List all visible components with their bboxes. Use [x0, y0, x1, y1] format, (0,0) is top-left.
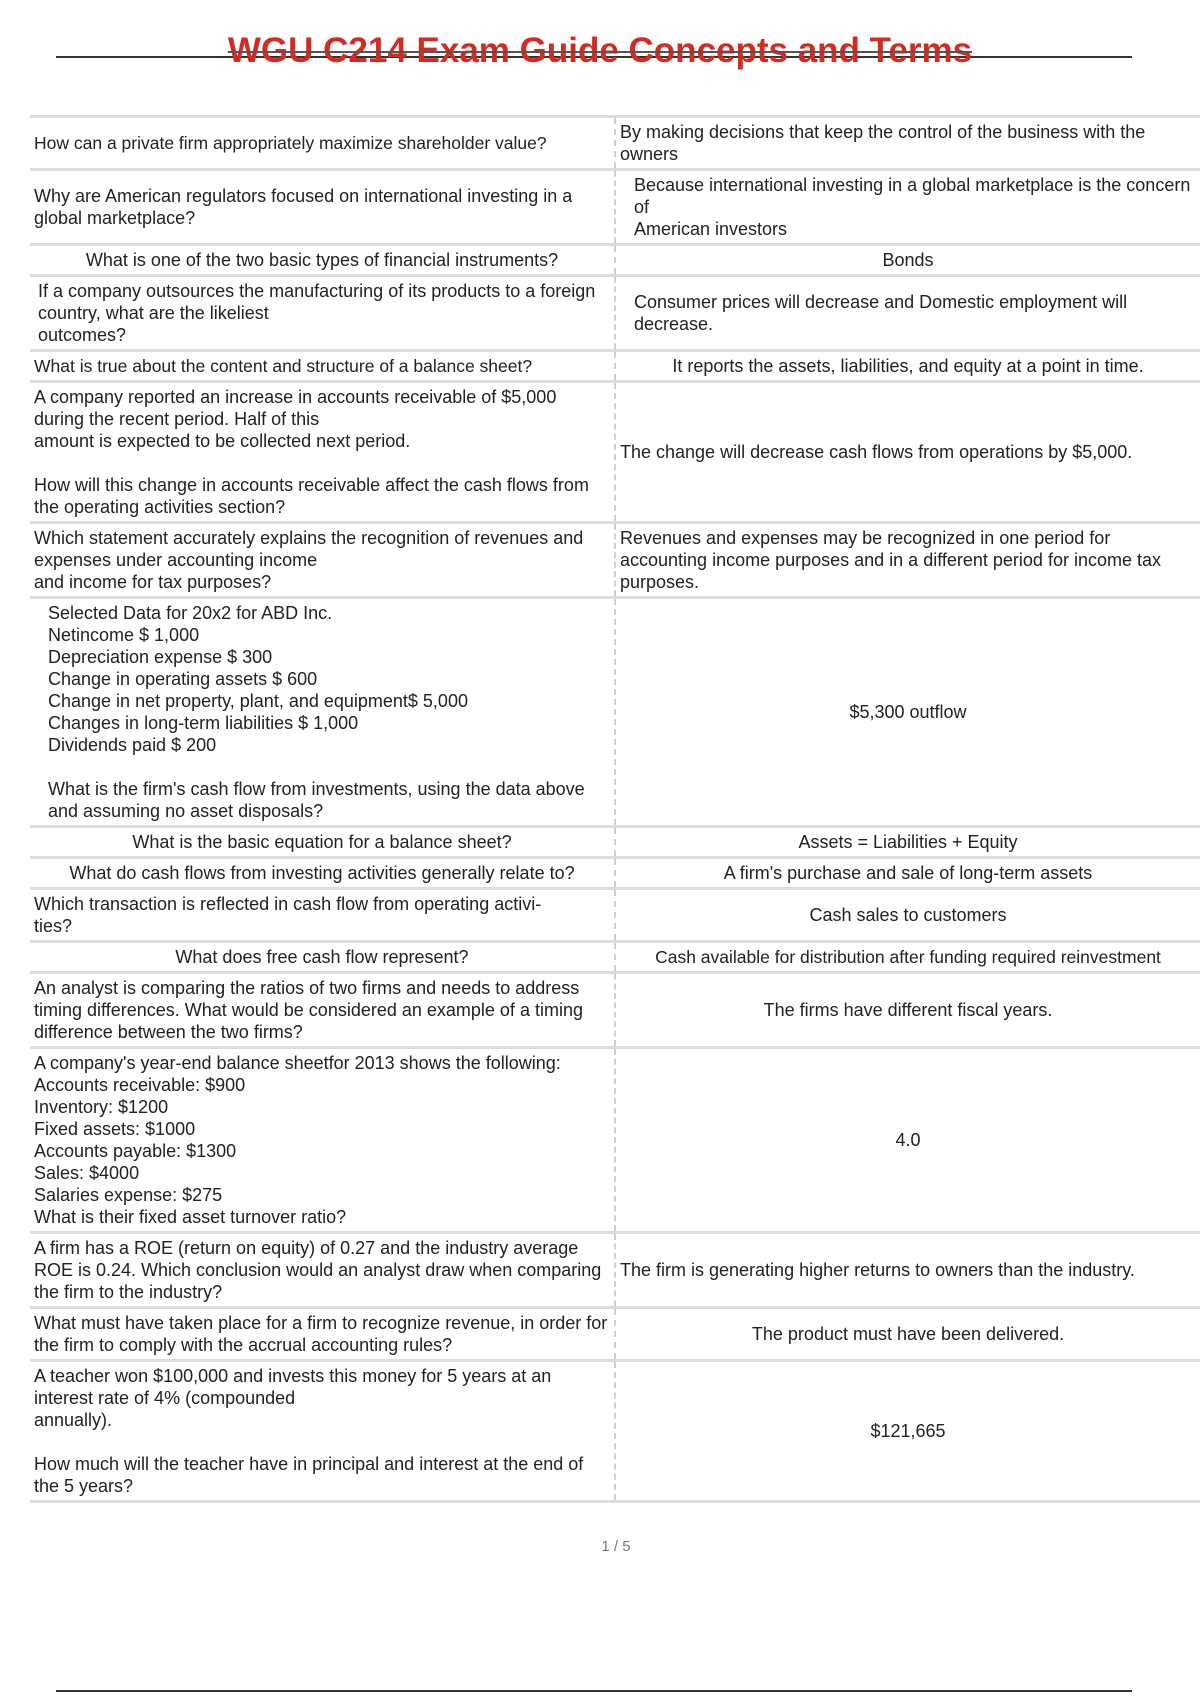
answer: The firm is generating higher returns to owners than the industry.: [615, 1233, 1200, 1308]
table-row: [30, 1048, 1200, 1233]
table-row: [30, 1308, 1200, 1361]
question: A company reported an increase in accounts receivable of $5,000 during the recent period. Half of this amount is expected to be collected next period. How will this change in accounts receivable affect the cash flows from the operating activities section?: [30, 382, 615, 523]
answer: Cash sales to customers: [615, 889, 1200, 942]
table-row: [30, 598, 1200, 827]
question: Which statement accurately explains the recognition of revenues and expenses under accounting income and income for tax purposes?: [30, 523, 615, 598]
answer: $5,300 outflow: [615, 598, 1200, 827]
table-row: [30, 170, 1200, 245]
answer: Cash available for distribution after funding required reinvestment: [615, 942, 1200, 973]
answer: Because international investing in a global marketplace is the concern of American investors: [615, 170, 1200, 245]
table-row: [30, 276, 1200, 351]
answer: Revenues and expenses may be recognized in one period for accounting income purposes and in a different period for income tax purposes.: [615, 523, 1200, 598]
answer: Assets = Liabilities + Equity: [615, 827, 1200, 858]
question: What must have taken place for a firm to recognize revenue, in order for the firm to comply with the accrual accounting rules?: [30, 1308, 615, 1361]
page-indicator: 1 / 5: [601, 1538, 631, 1555]
table-row: [30, 117, 1200, 170]
table-row: [30, 889, 1200, 942]
question: An analyst is comparing the ratios of two firms and needs to address timing differences. What would be considered an example of a timing difference between the two firms?: [30, 973, 615, 1048]
question: What is the basic equation for a balance sheet?: [30, 827, 615, 858]
table-row: [30, 858, 1200, 889]
question: A teacher won $100,000 and invests this money for 5 years at an interest rate of 4% (compounded annually). How much will the teacher have in principal and interest at the end of the 5 years?: [30, 1361, 615, 1502]
answer: The product must have been delivered.: [615, 1308, 1200, 1361]
table-row: [30, 245, 1200, 276]
table-row: [30, 382, 1200, 523]
answer: It reports the assets, liabilities, and equity at a point in time.: [615, 351, 1200, 382]
question: What is true about the content and structure of a balance sheet?: [30, 351, 615, 382]
answer: Bonds: [615, 245, 1200, 276]
qa-table: [30, 115, 1200, 1503]
question: If a company outsources the manufacturing of its products to a foreign country, what are the likeliest outcomes?: [30, 276, 615, 351]
answer: The change will decrease cash flows from operations by $5,000.: [615, 382, 1200, 523]
answer: Consumer prices will decrease and Domestic employment will decrease.: [615, 276, 1200, 351]
table-row: [30, 351, 1200, 382]
question: Why are American regulators focused on international investing in a global marketplace?: [30, 170, 615, 245]
question: How can a private firm appropriately maximize shareholder value?: [30, 117, 615, 170]
question: A firm has a ROE (return on equity) of 0.27 and the industry average ROE is 0.24. Which conclusion would an analyst draw when comparing the firm to the industry?: [30, 1233, 615, 1308]
question: A company's year-end balance sheetfor 2013 shows the following: Accounts receivable: $900 Inventory: $1200 Fixed assets: $1000 Accounts payable: $1300 Sales: $4000 Salaries expense: $275 What is their fixed asset turnover ratio?: [30, 1048, 615, 1233]
table-row: [30, 973, 1200, 1048]
answer: A firm's purchase and sale of long-term assets: [615, 858, 1200, 889]
answer: $121,665: [615, 1361, 1200, 1502]
table-row: [30, 1233, 1200, 1308]
table-row: [30, 942, 1200, 973]
answer: 4.0: [615, 1048, 1200, 1233]
question: What does free cash flow represent?: [30, 942, 615, 973]
question: Which transaction is reflected in cash flow from operating activi- ties?: [30, 889, 615, 942]
answer: The firms have different fiscal years.: [615, 973, 1200, 1048]
question: What is one of the two basic types of financial instruments?: [30, 245, 615, 276]
table-row: [30, 1361, 1200, 1502]
table-row: [30, 827, 1200, 858]
bottom-rule: [56, 1690, 1132, 1692]
answer: By making decisions that keep the control of the business with the owners: [615, 117, 1200, 170]
table-row: [30, 523, 1200, 598]
question: What do cash flows from investing activities generally relate to?: [30, 858, 615, 889]
document-title: WGU C214 Exam Guide Concepts and Terms: [227, 31, 973, 70]
question: Selected Data for 20x2 for ABD Inc. Netincome $ 1,000 Depreciation expense $ 300 Change in operating assets $ 600 Change in net property, plant, and equipment$ 5,000 Changes in long-term liabilities $ 1,000 Dividends paid $ 200 What is the firm's cash flow from investments, using the data above and assuming no asset disposals?: [30, 598, 615, 827]
